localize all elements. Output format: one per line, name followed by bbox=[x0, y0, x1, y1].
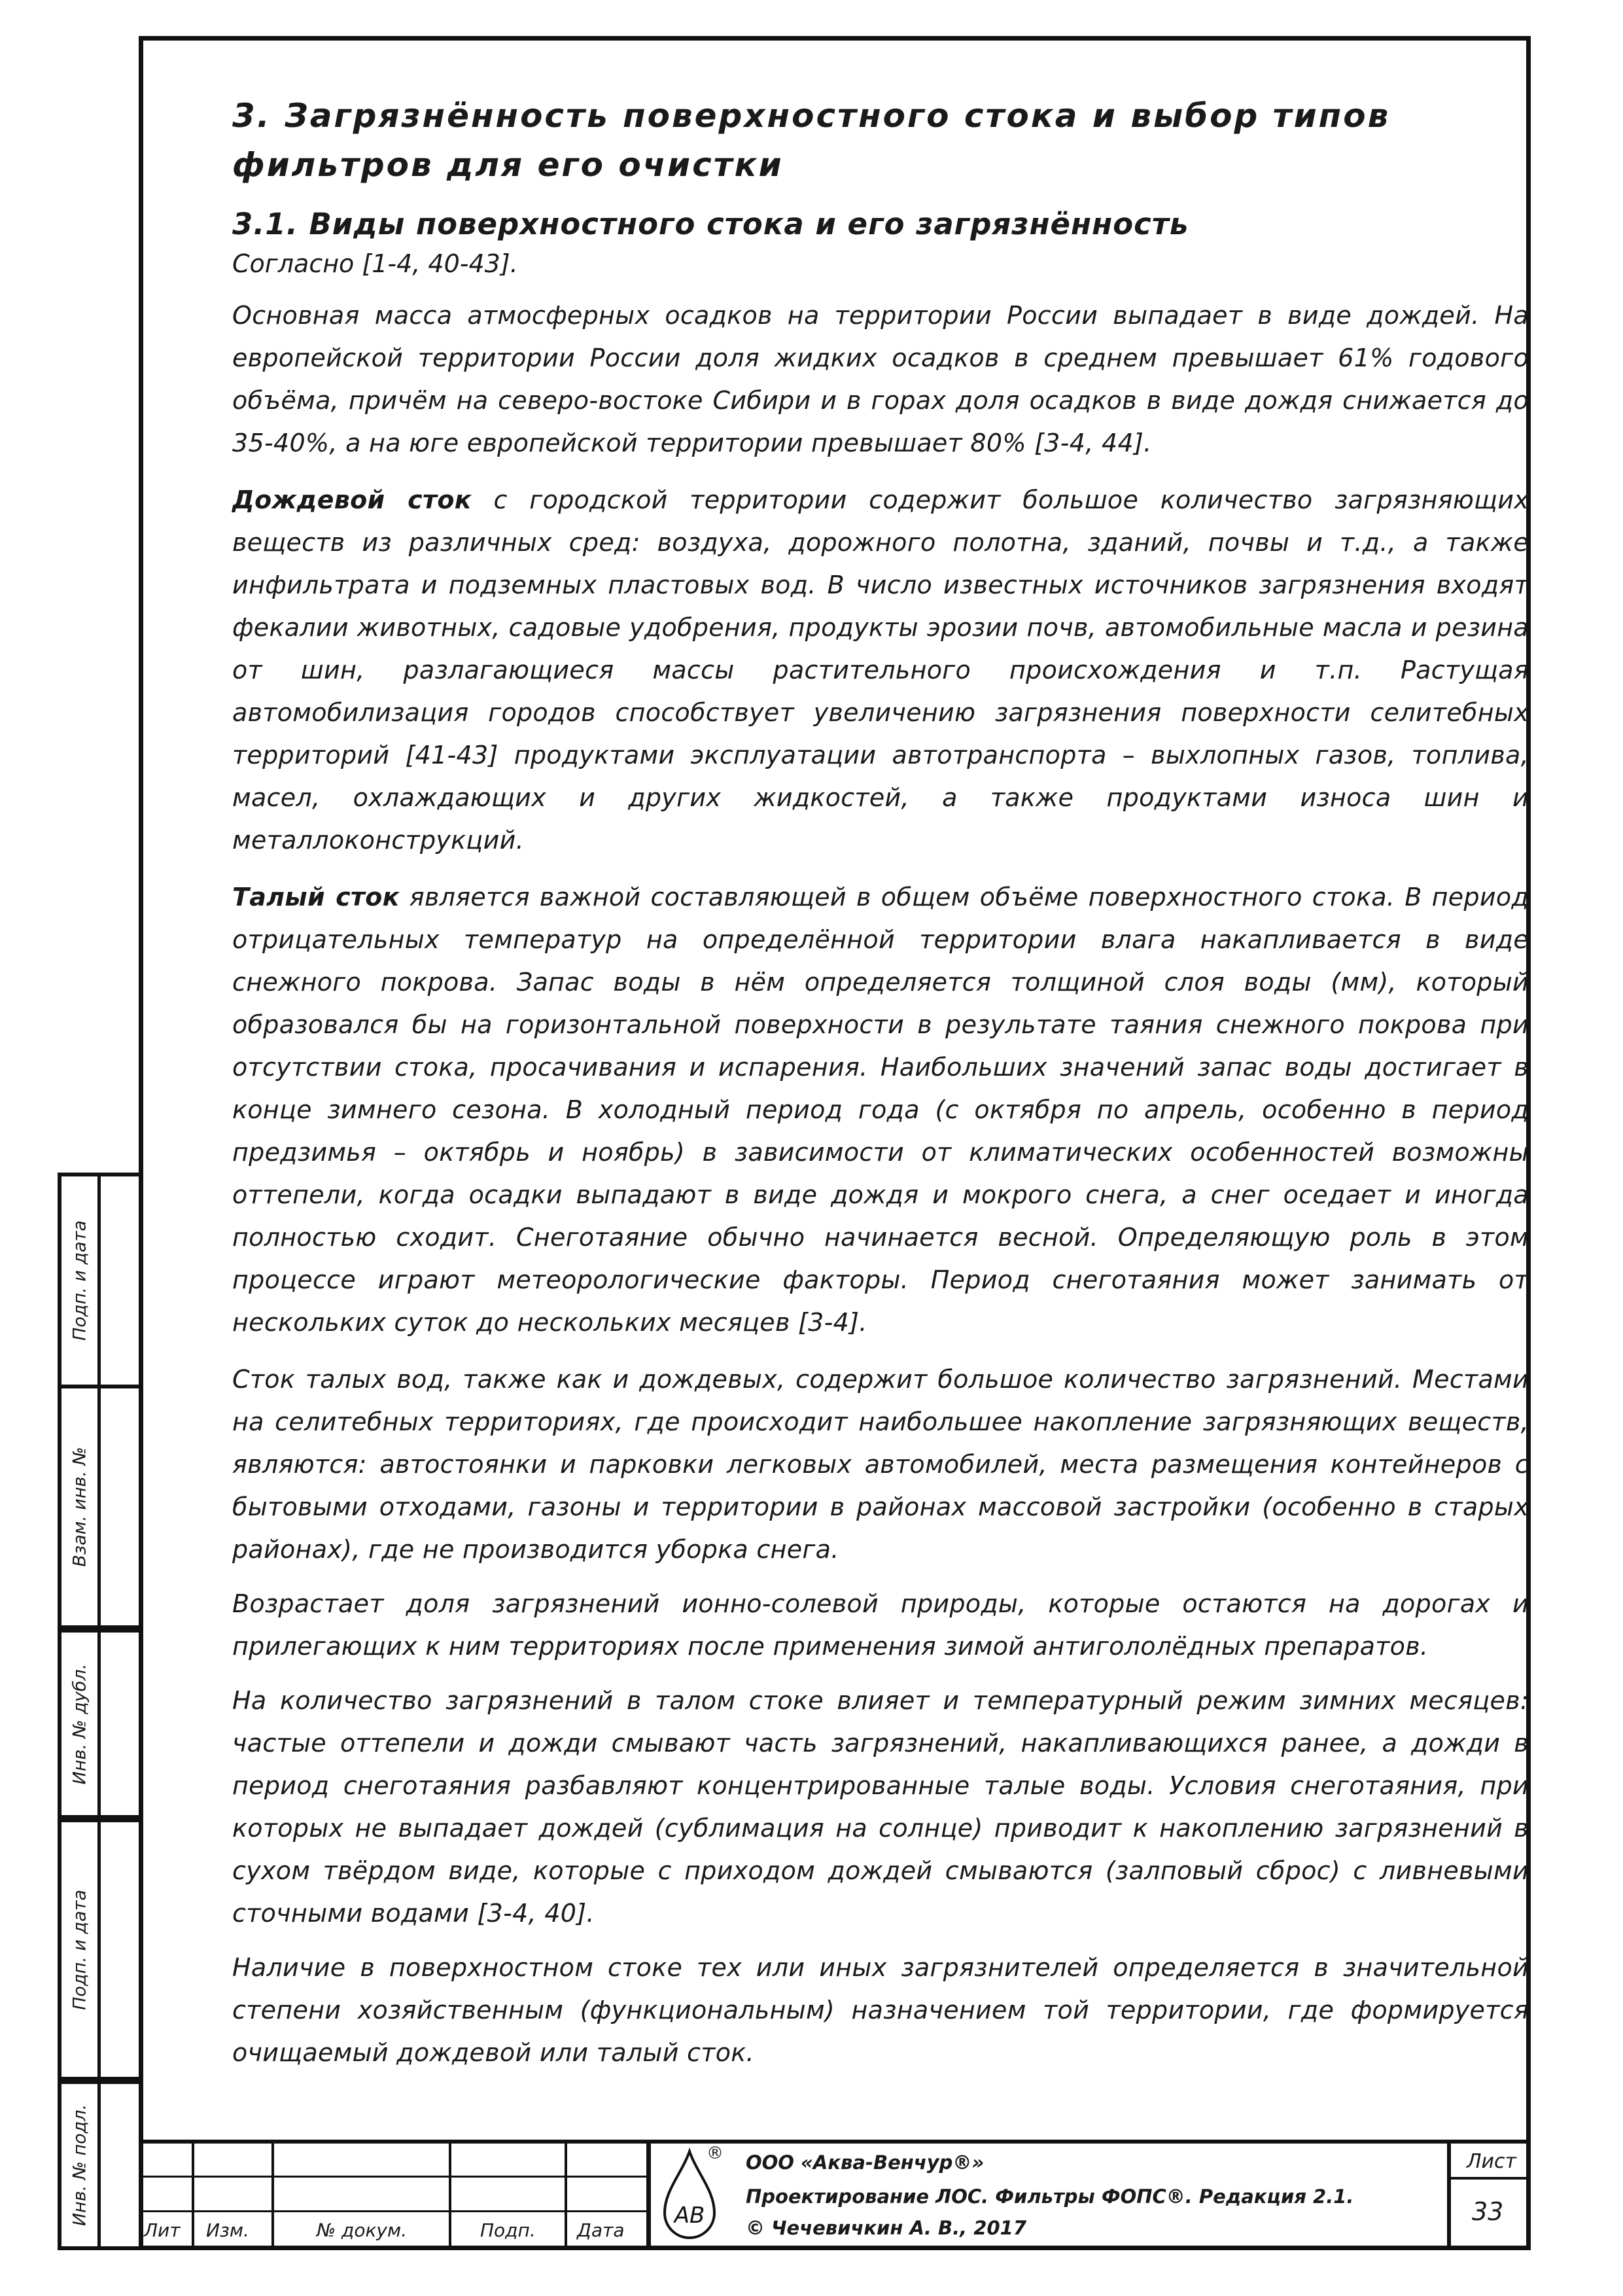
section-heading: 3. Загрязнённость поверхностного стока и выбор типов фильтров для его очистки bbox=[232, 97, 1391, 184]
col-doc-label: № докум. bbox=[317, 2219, 408, 2241]
side-stamp-inv-podl bbox=[58, 2081, 139, 2250]
term-melt-runoff: Талый сток bbox=[232, 883, 400, 911]
paragraph-text: с городской территории содержит большое количество загрязняющих веществ из различных сред: воздуха, дорожного полотна, зданий, почвы и т.д., а также инфильтрата и подземных пластовых вод. В число известных источников загрязнения входят фекалии животных, садовые удобрения, продукты эрозии почв, автомобильные масла и резина от шин, разлагающиеся массы растительного происхождения и т.п. Растущая автомобилизация городов способствует увеличению загрязнения поверхности селитебных территорий [41-43] продуктами эксплуатации автотранспорта – выхлопных газов, топлива, масел, охлаждающих и других жидкостей, а также продуктами износа шин и металлоконструкций. bbox=[232, 486, 1529, 855]
side-stamp-vzam-inv bbox=[58, 1388, 139, 1629]
paragraph-text: является важной составляющей в общем объёме поверхностного стока. В период отрицательных температур на определённой территории влага накапливается в виде снежного покрова. Запас воды в нём определяется толщиной слоя воды (мм), который образовался бы на горизонтальной поверхности в результате таяния снежного покрова при отсутствии стока, просачивания и испарения. Наибольших значений запас воды достигает в конце зимнего сезона. В холодный период года (с октября по апрель, особенно в период предзимья – октябрь и ноябрь) в зависимости от климатических особенностей возможны оттепели, когда осадки выпадают в виде дождя и мокрого снега, а снег оседает и иногда полностью сходит. Снеготаяние обычно начинается весной. Определяющую роль в этом процессе играют метеорологические факторы. Период снеготаяния может занимать от нескольких суток до нескольких месяцев [3-4]. bbox=[232, 883, 1529, 1337]
side-label: Подп. и дата bbox=[69, 1220, 90, 1341]
page-content bbox=[232, 92, 1529, 2074]
side-stamp-inv-dubl bbox=[58, 1629, 139, 1819]
side-label: Инв. № подл. bbox=[69, 2104, 90, 2227]
company-name: ООО «Аква-Венчур®» bbox=[746, 2151, 985, 2174]
logo-registered-mark: ® bbox=[707, 2144, 724, 2163]
paragraph-temperature-regime: На количество загрязнений в талом стоке влияет и температурный режим зимних месяцев: частые оттепели и дожди смывают часть загрязнений, накапливающихся ранее, а дожди в период снеготаяния разбавляют концентрированные талые воды. Условия снеготаяния, при которых не выпадает дождей (сублимация на солнце) приводит к накоплению загрязнений в сухом твёрдом виде, которые с приходом дождей смываются (залповый сброс) с ливневыми сточными водами [3-4, 40]. bbox=[232, 1686, 1529, 1928]
paragraph-ionic-pollution: Возрастает доля загрязнений ионно-солевой природы, которые остаются на дорогах и прилегающих к ним территориях после применения зимой антигололёдных препаратов. bbox=[232, 1589, 1529, 1661]
col-podp-label: Подп. bbox=[480, 2219, 536, 2241]
project-title: Проектирование ЛОС. Фильтры ФОПС®. Редакция 2.1. bbox=[746, 2185, 1354, 2208]
paragraph-precipitation: Основная масса атмосферных осадков на территории России выпадает в виде дождей. На европейской территории России доля жидких осадков в среднем превышает 61% годового объёма, причём на северо-востоке Сибири и в горах доля осадков в виде дождя снижается до 35-40%, а на юге европейской территории превышает 80% [3-4, 44]. bbox=[232, 301, 1529, 457]
copyright-line: © Чечевичкин А. В., 2017 bbox=[746, 2217, 1026, 2239]
side-stamp-podp-data-1 bbox=[58, 1173, 139, 1388]
sheet-label: Лист bbox=[1467, 2150, 1517, 2173]
paragraph-rain-runoff bbox=[232, 479, 1529, 862]
col-izm-label: Изм. bbox=[206, 2219, 249, 2241]
paragraph-territory-function: Наличие в поверхностном стоке тех или иных загрязнителей определяется в значительной степени хозяйственным (функциональным) назначением той территории, где формируется очищаемый дождевой или талый сток. bbox=[232, 1953, 1529, 2067]
subsection-heading: 3.1. Виды поверхностного стока и его загрязнённость bbox=[232, 207, 1189, 241]
paragraph-meltwater-pollution: Сток талых вод, также как и дождевых, содержит большое количество загрязнений. Местами на селитебных территориях, где происходит наибольшее накопление загрязняющих веществ, являются: автостоянки и парковки легковых автомобилей, места размещения контейнеров с бытовыми отходами, газоны и территории в районах массовой застройки (особенно в старых районах), где не производится уборка снега. bbox=[232, 1365, 1529, 1564]
col-lit-label: Лит bbox=[144, 2219, 181, 2241]
source-reference: Согласно [1-4, 40-43]. bbox=[232, 249, 518, 278]
logo-letters: АВ bbox=[674, 2202, 705, 2229]
paragraph-melt-runoff bbox=[232, 876, 1529, 1344]
side-label: Взам. инв. № bbox=[69, 1447, 90, 1567]
term-rain-runoff: Дождевой сток bbox=[232, 486, 472, 514]
side-label: Инв. № дубл. bbox=[69, 1663, 90, 1784]
col-data-label: Дата bbox=[577, 2219, 625, 2241]
side-stamp-podp-data-2 bbox=[58, 1819, 139, 2081]
sheet-number: 33 bbox=[1472, 2197, 1504, 2226]
side-label: Подп. и дата bbox=[69, 1889, 90, 2010]
title-block bbox=[139, 2140, 1531, 2250]
